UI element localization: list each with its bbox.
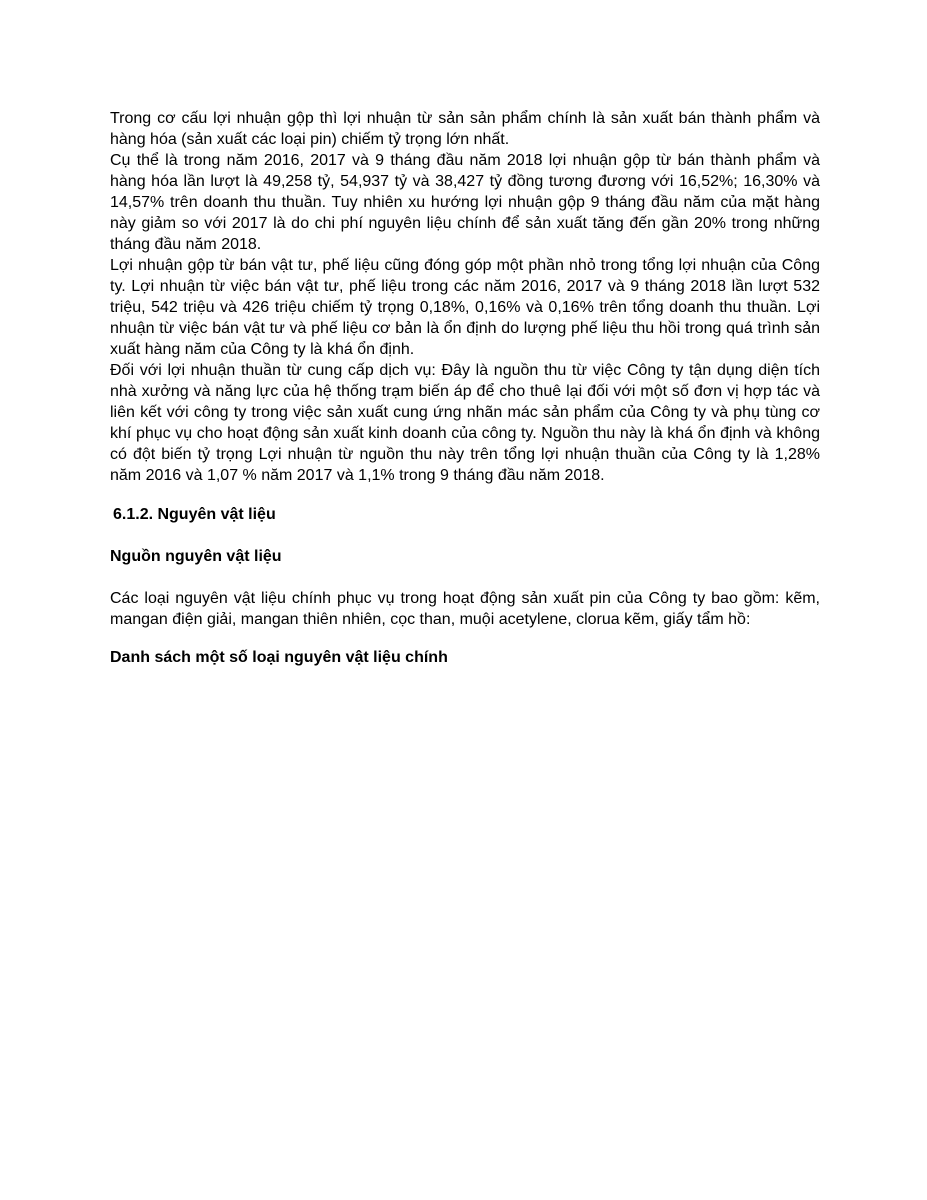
- list-heading: Danh sách một số loại nguyên vật liệu chính: [110, 649, 448, 666]
- sub-heading: Nguồn nguyên vật liệu: [110, 548, 282, 565]
- paragraph-gross-profit-structure: Trong cơ cấu lợi nhuận gộp thì lợi nhuận từ sản sản phẩm chính là sản xuất bán thành phẩm và hàng hóa (sản xuất các loại pin) chiếm tỷ trọng lớn nhất.: [110, 110, 820, 148]
- paragraph-materials: Các loại nguyên vật liệu chính phục vụ trong hoạt động sản xuất pin của Công ty bao gồm: kẽm, mangan điện giải, mangan thiên nhiên, cọc than, muội acetylene, clorua kẽm, giấy tẩm hồ:: [110, 590, 820, 628]
- document-page: [110, 108, 820, 668]
- paragraph-scrap-materials-profit: Lợi nhuận gộp từ bán vật tư, phế liệu cũng đóng góp một phần nhỏ trong tổng lợi nhuận của Công ty. Lợi nhuận từ việc bán vật tư, phế liệu trong các năm 2016, 2017 và 9 tháng 2018 lần lượt 532 triệu, 542 triệu và 426 triệu chiếm tỷ trọng 0,18%, 0,16% và 0,16% trên tổng doanh thu thuần. Lợi nhuận từ việc bán vật tư và phế liệu cơ bản là ổn định do lượng phế liệu thu hồi trong quá trình sản xuất hàng năm của Công ty là khá ổn định.: [110, 257, 820, 358]
- paragraph-services-profit: Đối với lợi nhuận thuần từ cung cấp dịch vụ: Đây là nguồn thu từ việc Công ty tận dụng diện tích nhà xưởng và năng lực của hệ thống trạm biến áp để cho thuê lại đối với một số đơn vị hợp tác và liên kết với công ty trong việc sản xuất cung ứng nhãn mác sản phẩm của Công ty và phụ tùng cơ khí phục vụ cho hoạt động sản xuất kinh doanh của công ty. Nguồn thu này là khá ổn định và không có đột biến tỷ trọng Lợi nhuận từ nguồn thu này trên tổng lợi nhuận thuần của Công ty là 1,28% năm 2016 và 1,07 % năm 2017 và 1,1% trong 9 tháng đầu năm 2018.: [110, 362, 820, 484]
- paragraph-finished-goods-profit: Cụ thể là trong năm 2016, 2017 và 9 tháng đầu năm 2018 lợi nhuận gộp từ bán thành phẩm và hàng hóa lần lượt là 49,258 tỷ, 54,937 tỷ và 38,427 tỷ đồng tương đương với 16,52%; 16,30% và 14,57% trên doanh thu thuần. Tuy nhiên xu hướng lợi nhuận gộp 9 tháng đầu năm của mặt hàng này giảm so với 2017 là do chi phí nguyên liệu chính để sản xuất tăng đến gần 20% trong những tháng đầu năm 2018.: [110, 152, 820, 253]
- section-heading: 6.1.2. Nguyên vật liệu: [113, 506, 276, 523]
